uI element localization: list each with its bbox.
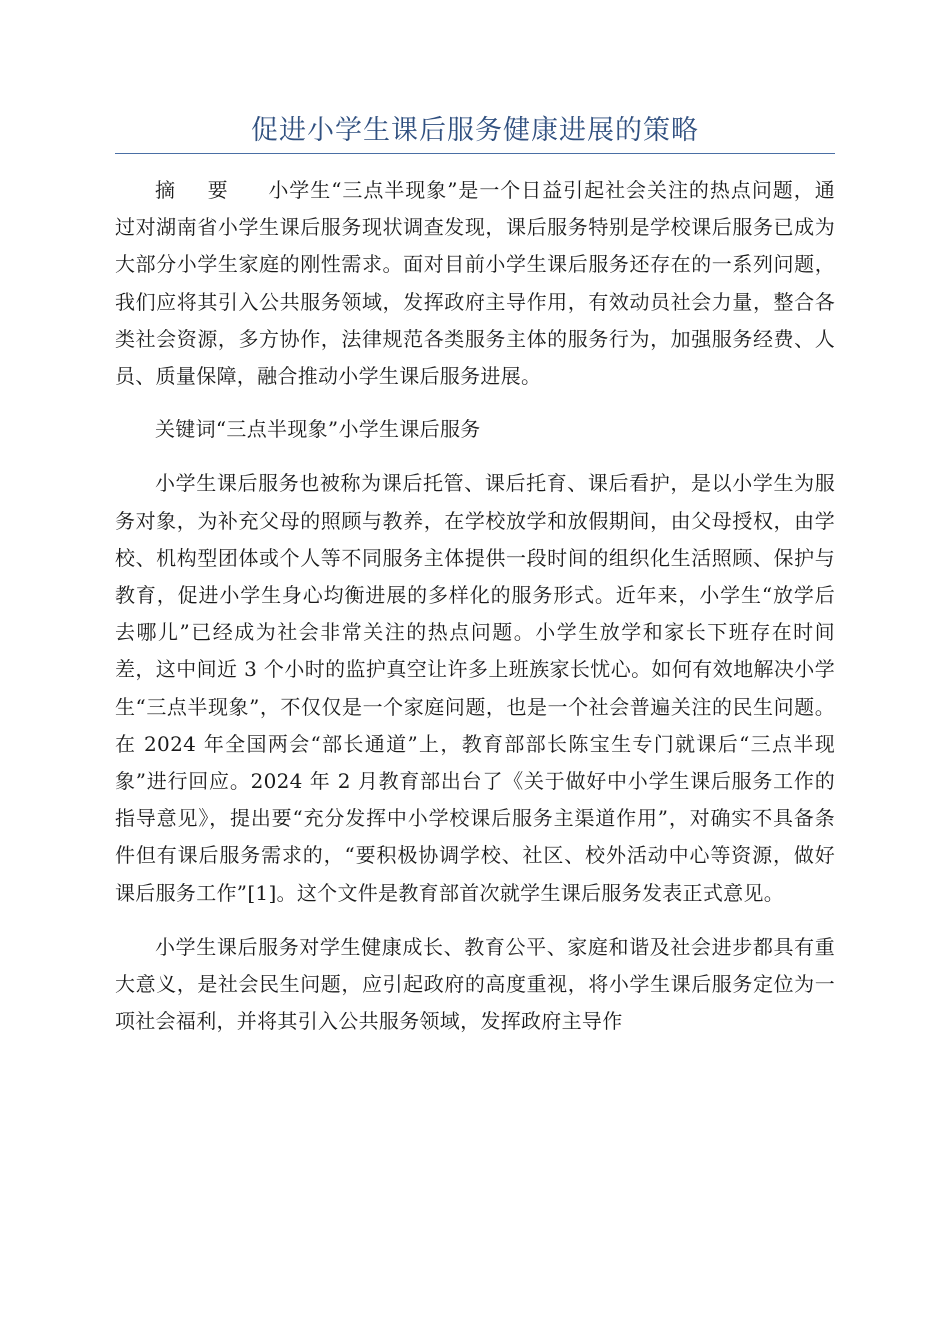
keywords-line: 关键词“三点半现象”小学生课后服务 bbox=[155, 417, 481, 442]
body-paragraph-2: 小学生课后服务对学生健康成长、教育公平、家庭和谐及社会进步都具有重大意义，是社会民生问题，应引起政府的高度重视，将小学生课后服务定位为一项社会福利，并将其引入公共服务领域，发挥政府主导作 bbox=[115, 934, 835, 1034]
abstract-label: 摘要 bbox=[155, 178, 261, 202]
document-page bbox=[115, 0, 835, 1040]
body-paragraph-1: 小学生课后服务也被称为课后托管、课后托育、课后看护，是以小学生为服务对象，为补充父母的照顾与教养，在学校放学和放假期间，由父母授权，由学校、机构型团体或个人等不同服务主体提供一段时间的组织化生活照顾、保护与教育，促进小学生身心均衡进展的多样化的服务形式。近年来，小学生“放学后去哪儿”已经成为社会非常关注的热点问题。小学生放学和家长下班存在时间差，这中间近 3 个小时的监护真空让许多上班族家长忧心。如何有效地解决小学生“三点半现象”，不仅仅是一个家庭问题，也是一个社会普遍关注的民生问题。在 2024 年全国两会“部长通道”上，教育部部长陈宝生专门就课后“三点半现象”进行回应。2024 年 2 月教育部出台了《关于做好中小学生课后服务工作的指导意见》，提出要“充分发挥中小学校课后服务主渠道作用”，对确实不具备条件但有课后服务需求的，“要积极协调学校、社区、校外活动中心等资源，做好课后服务工作”[1]。这个文件是教育部首次就学生课后服务发表正式意见。 bbox=[115, 471, 835, 905]
document-title: 促进小学生课后服务健康进展的策略 bbox=[251, 115, 699, 146]
abstract-paragraph bbox=[115, 172, 835, 395]
abstract-text: 小学生“三点半现象”是一个日益引起社会关注的热点问题，通过对湖南省小学生课后服务现状调查发现，课后服务特别是学校课后服务已成为大部分小学生家庭的刚性需求。面对目前小学生课后服务还存在的一系列问题，我们应将其引入公共服务领域，发挥政府主导作用，有效动员社会力量，整合各类社会资源，多方协作，法律规范各类服务主体的服务行为，加强服务经费、人员、质量保障，融合推动小学生课后服务进展。 bbox=[115, 178, 835, 389]
title-block bbox=[115, 113, 835, 154]
